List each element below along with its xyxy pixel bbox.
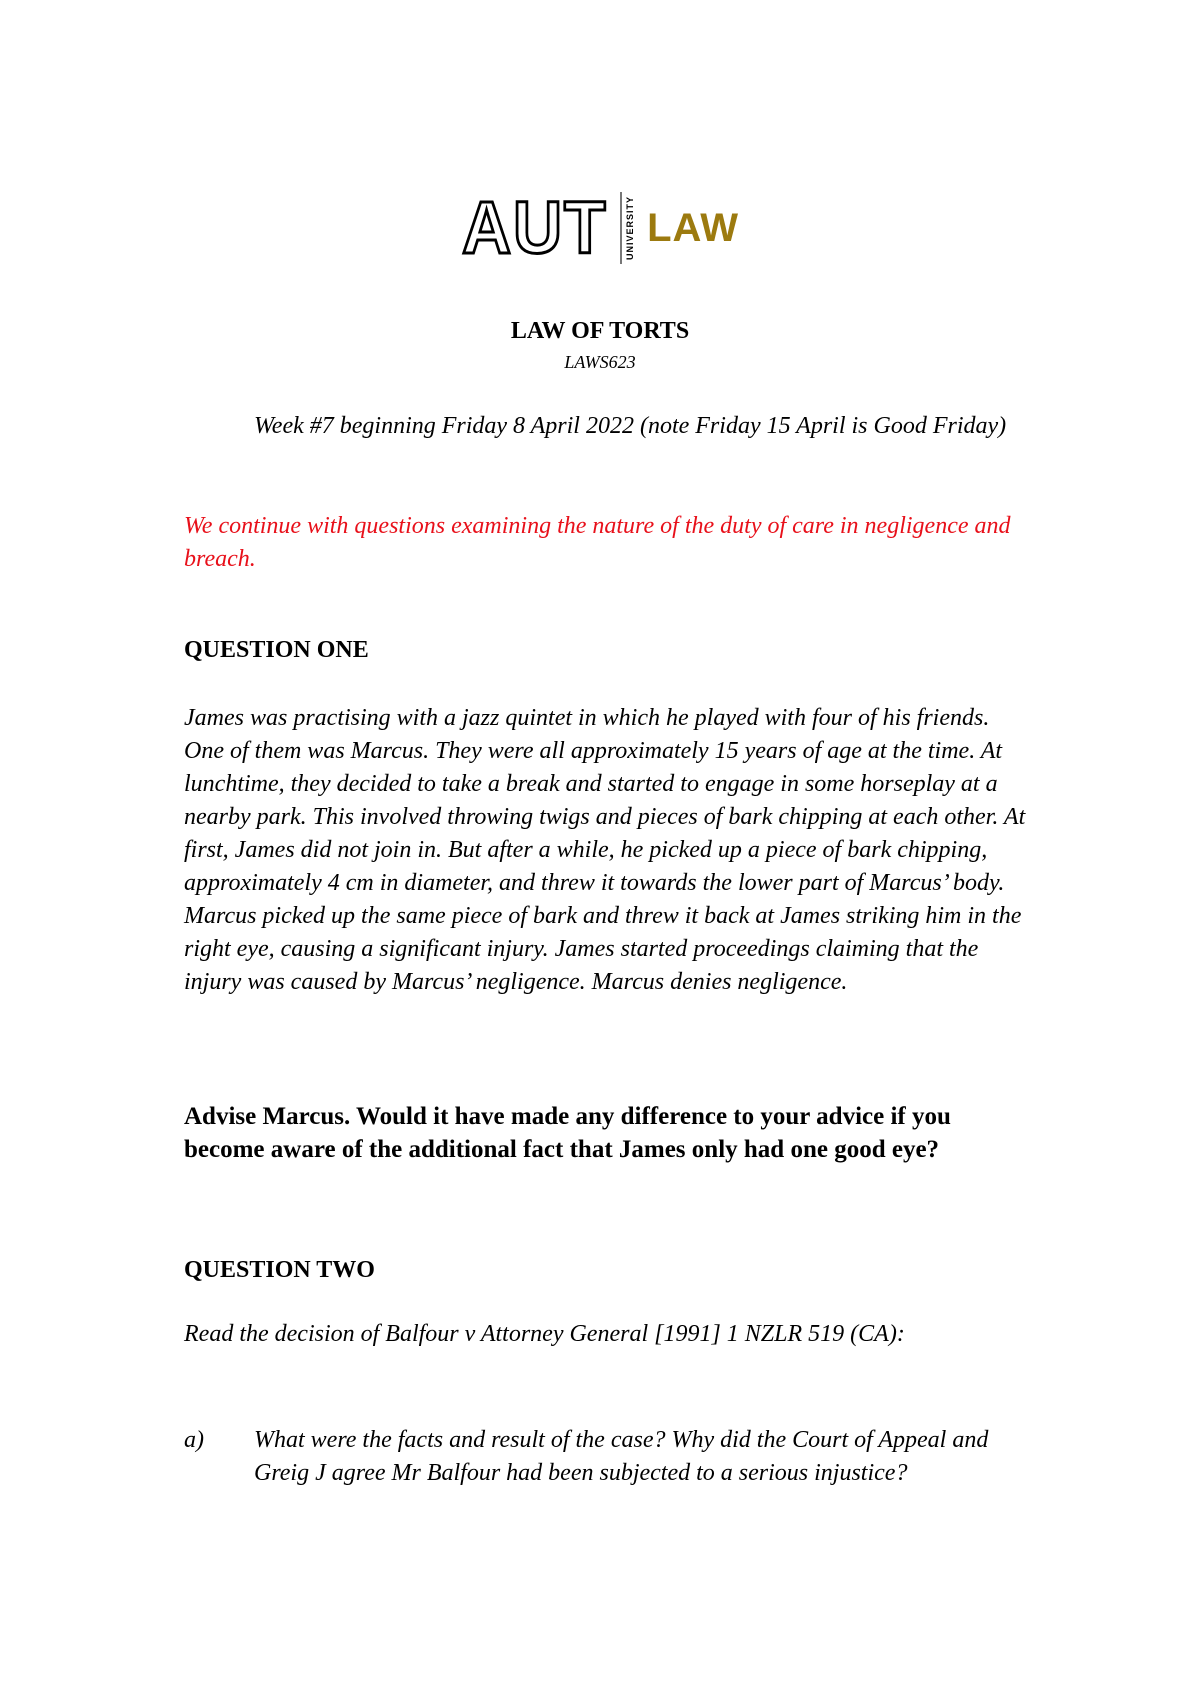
question-two-body: Read the decision of Balfour v Attorney General [1991] 1 NZLR 519 (CA): (184, 1321, 905, 1347)
question-two-part-a-text: What were the facts and result of the case? Why did the Court of Appeal and Greig J agree Mr Balfour had been subjected to a serious injustice? (254, 1427, 989, 1486)
question-one-body: James was practising with a jazz quintet in which he played with four of his friends. One of them was Marcus. They were all approximately 15 years of age at the time. At lunchtime, they decided to take a break and started to engage in some horseplay at a nearby park. This involved throwing twigs and pieces of bark chipping at each other. At first, James did not join in. But after a while, he picked up a piece of bark chipping, approximately 4 cm in diameter, and threw it towards the lower part of Marcus’ body. Marcus picked up the same piece of bark and threw it back at James striking him in the right eye, causing a significant injury. James started proceedings claiming that the injury was caused by Marcus’ negligence. Marcus denies negligence. (184, 705, 1026, 995)
document-title: LAW OF TORTS (510, 318, 690, 344)
course-code: LAWS623 (564, 352, 636, 372)
logo-divider (620, 192, 622, 264)
logo-university-text: UNIVERSITY (625, 196, 636, 261)
question-one-heading: QUESTION ONE (184, 637, 369, 663)
question-two-part-a-label: a) (184, 1427, 204, 1453)
aut-law-logo (462, 188, 739, 268)
question-one-task: Advise Marcus. Would it have made any difference to your advice if you become aware of the additional fact that James only had one good eye? (184, 1103, 951, 1163)
logo-wordmark: AUT (462, 186, 608, 269)
intro-text: We continue with questions examining the nature of the duty of care in negligence and breach. (184, 513, 1011, 572)
week-note: Week #7 beginning Friday 8 April 2022 (note Friday 15 April is Good Friday) (254, 413, 1007, 439)
logo-faculty: LAW (647, 205, 739, 250)
question-two-heading: QUESTION TWO (184, 1257, 375, 1283)
